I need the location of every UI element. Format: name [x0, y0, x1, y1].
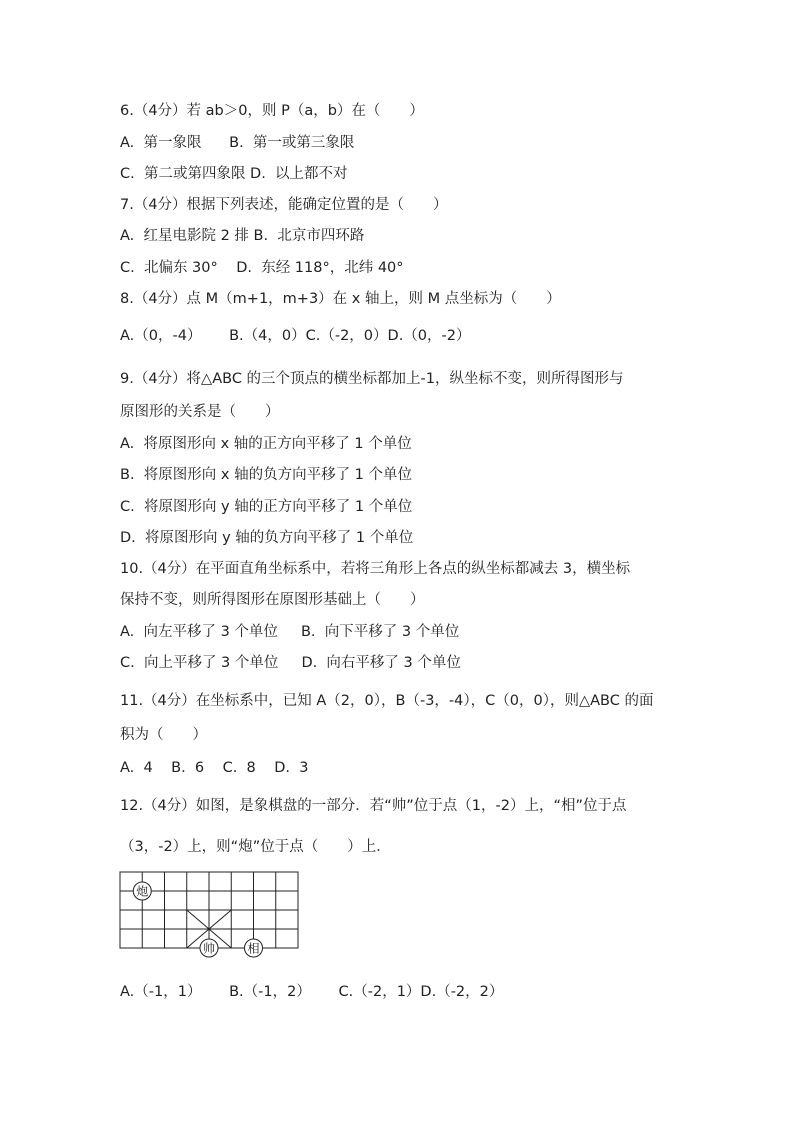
q9-option-d: D. 将原图形向 y 轴的负方向平移了 1 个单位 — [120, 530, 414, 546]
q9-option-b: B. 将原图形向 x 轴的负方向平移了 1 个单位 — [120, 467, 413, 483]
q12-stem-line2: （3，-2）上，则“炮”位于点（ ）上． — [120, 839, 391, 855]
q9-option-a: A. 将原图形向 x 轴的正方向平移了 1 个单位 — [120, 436, 412, 452]
q10-stem-line2: 保持不变，则所得图形在原图形基础上（ ） — [120, 592, 425, 608]
chess-board-figure — [118, 870, 304, 966]
q9-stem-line2: 原图形的关系是（ ） — [120, 404, 280, 420]
q11-stem-line1: 11.（4分）在坐标系中，已知 A（2，0），B（-3，-4），C（0，0），则△ABC 的面 — [120, 693, 654, 709]
q10-options-ab: A. 向左平移了 3 个单位 B. 向下平移了 3 个单位 — [120, 624, 460, 640]
q11-options: A. 4 B. 6 C. 8 D. 3 — [120, 760, 309, 776]
q6-options-cd: C. 第二或第四象限 D. 以上都不对 — [120, 166, 348, 182]
q9-option-c: C. 将原图形向 y 轴的正方向平移了 1 个单位 — [120, 499, 413, 515]
q7-stem: 7.（4分）根据下列表述，能确定位置的是（ ） — [120, 197, 448, 213]
q11-stem-line2: 积为（ ） — [120, 727, 207, 743]
svg-text:炮: 炮 — [136, 884, 149, 899]
q10-stem-line1: 10.（4分）在平面直角坐标系中，若将三角形上各点的纵坐标都减去 3，横坐标 — [120, 561, 631, 577]
q12-stem-line1: 12.（4分）如图，是象棋盘的一部分．若“帅”位于点（1，-2）上，“相”位于点 — [120, 798, 627, 814]
svg-text:帅: 帅 — [202, 941, 216, 956]
q12-options: A.（-1，1） B.（-1，2） C.（-2，1）D.（-2，2） — [120, 984, 504, 1000]
piece-pao — [133, 882, 151, 900]
piece-xiang — [245, 939, 263, 957]
q7-options-cd: C. 北偏东 30° D. 东经 118°，北纬 40° — [120, 260, 404, 276]
q6-options-ab: A. 第一象限 B. 第一或第三象限 — [120, 135, 355, 151]
svg-text:相: 相 — [247, 941, 260, 956]
q10-options-cd: C. 向上平移了 3 个单位 D. 向右平移了 3 个单位 — [120, 655, 461, 671]
q9-stem-line1: 9.（4分）将△ABC 的三个顶点的横坐标都加上-1，纵坐标不变，则所得图形与 — [120, 371, 624, 387]
piece-shuai — [200, 939, 218, 957]
q8-options: A.（0，-4） B.（4，0）C.（-2，0）D.（0，-2） — [120, 328, 471, 344]
q8-stem: 8.（4分）点 M（m+1，m+3）在 x 轴上，则 M 点坐标为（ ） — [120, 291, 561, 307]
q7-options-ab: A. 红星电影院 2 排 B. 北京市四环路 — [120, 228, 365, 244]
q6-stem: 6.（4分）若 ab＞0，则 P（a，b）在（ ） — [120, 103, 424, 119]
